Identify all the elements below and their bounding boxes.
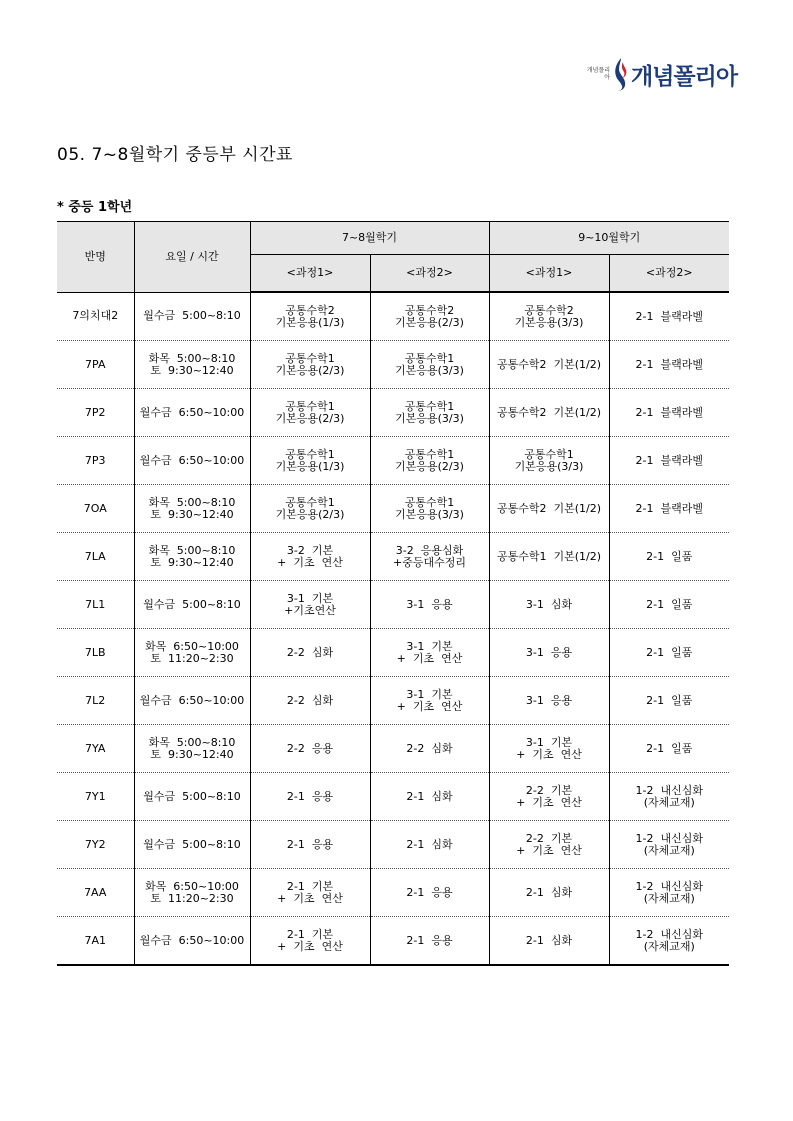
cell-line: 2-1 기본 xyxy=(286,927,334,941)
cell-course-3 xyxy=(489,533,609,581)
cell-line: 기본응용(2/3) xyxy=(275,411,345,425)
cell-line: 공통수학1 xyxy=(404,351,455,365)
table-row xyxy=(57,821,729,869)
cell-course-2 xyxy=(370,917,489,966)
cell-class-name: 7AA xyxy=(57,869,134,917)
cell-course-4 xyxy=(609,437,729,485)
cell-course-1 xyxy=(250,917,370,966)
cell-line: 2-1 일품 xyxy=(646,741,693,755)
cell-line: + 기초 연산 xyxy=(396,699,463,713)
cell-line: 기본응용(3/3) xyxy=(514,459,584,473)
cell-line: 2-1 심화 xyxy=(525,933,573,947)
cell-course-4 xyxy=(609,341,729,389)
cell-line: 월수금 6:50~10:00 xyxy=(139,453,245,467)
cell-line: 3-1 심화 xyxy=(525,597,573,611)
table-row xyxy=(57,677,729,725)
cell-course-4 xyxy=(609,725,729,773)
cell-day-time xyxy=(134,773,250,821)
cell-line: (자체교재) xyxy=(643,939,695,953)
cell-line: 2-2 심화 xyxy=(286,693,334,707)
cell-line: 기본응용(2/3) xyxy=(275,507,345,521)
header-course-1: <과정1> xyxy=(250,255,370,293)
cell-day-time xyxy=(134,677,250,725)
cell-line: 2-1 기본 xyxy=(286,879,334,893)
cell-line: 토 9:30~12:40 xyxy=(150,555,234,569)
table-row xyxy=(57,581,729,629)
cell-course-1 xyxy=(250,821,370,869)
cell-line: 토 11:20~2:30 xyxy=(150,651,234,665)
cell-course-3 xyxy=(489,869,609,917)
cell-course-2 xyxy=(370,389,489,437)
cell-course-3 xyxy=(489,292,609,341)
cell-course-3 xyxy=(489,917,609,966)
cell-day-time xyxy=(134,292,250,341)
cell-line: 3-1 응용 xyxy=(525,645,573,659)
cell-line: 기본응용(2/3) xyxy=(395,459,464,473)
header-course-2: <과정2> xyxy=(370,255,489,293)
cell-line: + 기초 연산 xyxy=(277,555,343,569)
cell-class-name: 7Y2 xyxy=(57,821,134,869)
cell-line: 2-1 심화 xyxy=(525,885,573,899)
table-row xyxy=(57,533,729,581)
table-row xyxy=(57,629,729,677)
cell-line: 월수금 6:50~10:00 xyxy=(139,405,245,419)
flame-logo-icon xyxy=(612,56,628,92)
cell-line: 1-2 내신심화 xyxy=(635,783,703,797)
cell-line: 공통수학2 xyxy=(524,303,574,317)
cell-line: 화목 5:00~8:10 xyxy=(148,735,236,749)
cell-line: 공통수학1 xyxy=(524,447,574,461)
cell-class-name: 7OA xyxy=(57,485,134,533)
header-term-2: 9~10월학기 xyxy=(489,222,729,255)
cell-course-3 xyxy=(489,437,609,485)
section-title: * 중등 1학년 xyxy=(57,200,133,215)
cell-line: 2-1 일품 xyxy=(646,597,693,611)
cell-line: 월수금 6:50~10:00 xyxy=(139,933,245,947)
cell-course-1 xyxy=(250,725,370,773)
cell-course-4 xyxy=(609,773,729,821)
cell-line: 화목 5:00~8:10 xyxy=(148,351,236,365)
cell-course-1 xyxy=(250,485,370,533)
cell-day-time xyxy=(134,341,250,389)
header-course-3: <과정1> xyxy=(489,255,609,293)
cell-course-2 xyxy=(370,725,489,773)
cell-course-3 xyxy=(489,341,609,389)
table-row xyxy=(57,292,729,341)
cell-line: 2-2 기본 xyxy=(525,783,573,797)
cell-line: 공통수학1 xyxy=(404,447,455,461)
cell-line: 2-1 일품 xyxy=(646,693,693,707)
cell-line: 1-2 내신심화 xyxy=(635,927,703,941)
cell-course-3 xyxy=(489,677,609,725)
cell-line: +중등대수정리 xyxy=(393,555,466,569)
brand-logo xyxy=(586,52,746,96)
cell-course-4 xyxy=(609,581,729,629)
cell-line: 공통수학2 기본(1/2) xyxy=(496,501,602,515)
cell-line: 월수금 5:00~8:10 xyxy=(143,597,241,611)
cell-line: 공통수학2 xyxy=(285,303,335,317)
timetable-body xyxy=(57,292,729,965)
cell-class-name: 7A1 xyxy=(57,917,134,966)
cell-line: 공통수학1 xyxy=(285,399,335,413)
cell-line: 3-1 응용 xyxy=(406,597,453,611)
cell-course-2 xyxy=(370,821,489,869)
cell-course-4 xyxy=(609,389,729,437)
cell-course-4 xyxy=(609,821,729,869)
cell-line: +기초연산 xyxy=(284,603,336,617)
cell-line: 3-1 기본 xyxy=(406,639,453,653)
cell-line: 2-1 블랙라벨 xyxy=(635,405,703,419)
cell-line: 공통수학2 xyxy=(404,303,455,317)
cell-day-time xyxy=(134,821,250,869)
cell-class-name: 7Y1 xyxy=(57,773,134,821)
cell-line: 화목 5:00~8:10 xyxy=(148,495,236,509)
cell-line: 기본응용(1/3) xyxy=(275,459,345,473)
header-day-time: 요일 / 시간 xyxy=(134,222,250,293)
header-term-1: 7~8월학기 xyxy=(250,222,489,255)
cell-line: 3-2 기본 xyxy=(286,543,334,557)
cell-course-4 xyxy=(609,917,729,966)
cell-line: 2-2 심화 xyxy=(286,645,334,659)
page-title: 05. 7~8월학기 중등부 시간표 xyxy=(57,145,293,165)
cell-course-2 xyxy=(370,485,489,533)
cell-line: 공통수학1 xyxy=(404,399,455,413)
cell-line: 3-1 기본 xyxy=(286,591,334,605)
cell-course-1 xyxy=(250,773,370,821)
cell-line: 기본응용(3/3) xyxy=(514,315,584,329)
cell-course-3 xyxy=(489,629,609,677)
cell-line: 공통수학1 xyxy=(285,351,335,365)
cell-line: + 기초 연산 xyxy=(516,795,582,809)
cell-course-3 xyxy=(489,821,609,869)
cell-course-1 xyxy=(250,389,370,437)
cell-class-name: 7LB xyxy=(57,629,134,677)
cell-line: 1-2 내신심화 xyxy=(635,879,703,893)
logo-small-text: 개념플리아 xyxy=(586,67,610,81)
cell-class-name: 7LA xyxy=(57,533,134,581)
cell-day-time xyxy=(134,533,250,581)
cell-line: 화목 6:50~10:00 xyxy=(145,879,239,893)
cell-class-name: 7P3 xyxy=(57,437,134,485)
header-class-name: 반명 xyxy=(57,222,134,293)
cell-line: 2-1 심화 xyxy=(406,789,453,803)
cell-line: + 기초 연산 xyxy=(516,843,582,857)
cell-line: 2-1 블랙라벨 xyxy=(635,453,703,467)
table-row xyxy=(57,485,729,533)
header-course-4: <과정2> xyxy=(609,255,729,293)
cell-line: (자체교재) xyxy=(643,843,695,857)
cell-course-1 xyxy=(250,869,370,917)
table-row xyxy=(57,341,729,389)
cell-class-name: 7PA xyxy=(57,341,134,389)
cell-line: + 기초 연산 xyxy=(277,891,343,905)
cell-course-2 xyxy=(370,292,489,341)
cell-line: 3-1 기본 xyxy=(525,735,573,749)
cell-line: + 기초 연산 xyxy=(516,747,582,761)
cell-line: (자체교재) xyxy=(643,795,695,809)
cell-line: 2-1 블랙라벨 xyxy=(635,357,703,371)
cell-day-time xyxy=(134,485,250,533)
cell-line: 공통수학2 기본(1/2) xyxy=(496,357,602,371)
cell-line: 2-2 기본 xyxy=(525,831,573,845)
cell-course-3 xyxy=(489,725,609,773)
cell-line: 3-2 응용심화 xyxy=(395,543,464,557)
table-row xyxy=(57,917,729,966)
cell-day-time xyxy=(134,917,250,966)
cell-course-3 xyxy=(489,485,609,533)
cell-course-1 xyxy=(250,533,370,581)
cell-course-4 xyxy=(609,292,729,341)
cell-line: 토 9:30~12:40 xyxy=(150,507,234,521)
cell-line: + 기초 연산 xyxy=(277,939,343,953)
cell-line: 3-1 기본 xyxy=(406,687,453,701)
cell-course-4 xyxy=(609,869,729,917)
cell-course-2 xyxy=(370,533,489,581)
cell-line: 2-2 응용 xyxy=(286,741,334,755)
cell-line: 2-1 응용 xyxy=(286,789,334,803)
cell-line: 1-2 내신심화 xyxy=(635,831,703,845)
cell-line: 토 9:30~12:40 xyxy=(150,363,234,377)
cell-line: 2-1 심화 xyxy=(406,837,453,851)
cell-line: 기본응용(3/3) xyxy=(395,363,464,377)
cell-line: + 기초 연산 xyxy=(396,651,463,665)
cell-line: 토 9:30~12:40 xyxy=(150,747,234,761)
cell-course-1 xyxy=(250,341,370,389)
cell-course-4 xyxy=(609,677,729,725)
table-row xyxy=(57,725,729,773)
cell-course-1 xyxy=(250,581,370,629)
cell-line: 2-1 일품 xyxy=(646,549,693,563)
cell-line: 기본응용(3/3) xyxy=(395,507,464,521)
cell-line: 화목 5:00~8:10 xyxy=(148,543,236,557)
cell-course-3 xyxy=(489,773,609,821)
cell-day-time xyxy=(134,581,250,629)
cell-line: 기본응용(1/3) xyxy=(275,315,345,329)
cell-course-2 xyxy=(370,773,489,821)
cell-class-name: 7의치대2 xyxy=(57,292,134,341)
cell-line: 2-1 블랙라벨 xyxy=(635,309,703,323)
cell-course-2 xyxy=(370,677,489,725)
cell-course-2 xyxy=(370,869,489,917)
cell-line: 공통수학2 기본(1/2) xyxy=(496,405,602,419)
cell-line: 2-1 블랙라벨 xyxy=(635,501,703,515)
cell-day-time xyxy=(134,437,250,485)
cell-course-1 xyxy=(250,677,370,725)
logo-text: 개념폴리아 xyxy=(631,63,738,90)
cell-course-2 xyxy=(370,437,489,485)
cell-line: 월수금 5:00~8:10 xyxy=(143,789,241,803)
cell-day-time xyxy=(134,389,250,437)
table-row xyxy=(57,869,729,917)
cell-course-1 xyxy=(250,437,370,485)
cell-line: 2-1 일품 xyxy=(646,645,693,659)
cell-line: 기본응용(2/3) xyxy=(275,363,345,377)
cell-line: 월수금 5:00~8:10 xyxy=(143,309,241,323)
cell-course-2 xyxy=(370,341,489,389)
cell-class-name: 7L1 xyxy=(57,581,134,629)
cell-course-1 xyxy=(250,629,370,677)
cell-line: 2-2 심화 xyxy=(406,741,453,755)
cell-line: 2-1 응용 xyxy=(286,837,334,851)
cell-line: 3-1 응용 xyxy=(525,693,573,707)
cell-line: 2-1 응용 xyxy=(406,933,453,947)
table-row xyxy=(57,773,729,821)
cell-course-4 xyxy=(609,533,729,581)
cell-line: 공통수학1 xyxy=(285,447,335,461)
cell-line: 토 11:20~2:30 xyxy=(150,891,234,905)
cell-line: 월수금 5:00~8:10 xyxy=(143,837,241,851)
cell-line: 2-1 응용 xyxy=(406,885,453,899)
cell-class-name: 7L2 xyxy=(57,677,134,725)
cell-course-4 xyxy=(609,485,729,533)
cell-course-2 xyxy=(370,581,489,629)
table-row xyxy=(57,437,729,485)
cell-line: 월수금 6:50~10:00 xyxy=(139,693,245,707)
cell-day-time xyxy=(134,629,250,677)
cell-line: 공통수학1 xyxy=(404,495,455,509)
cell-line: 화목 6:50~10:00 xyxy=(145,639,239,653)
cell-line: 기본응용(3/3) xyxy=(395,411,464,425)
cell-line: 공통수학1 xyxy=(285,495,335,509)
cell-class-name: 7P2 xyxy=(57,389,134,437)
cell-line: (자체교재) xyxy=(643,891,695,905)
cell-course-3 xyxy=(489,389,609,437)
cell-course-3 xyxy=(489,581,609,629)
table-row xyxy=(57,389,729,437)
timetable xyxy=(57,221,729,966)
cell-course-4 xyxy=(609,629,729,677)
cell-course-1 xyxy=(250,292,370,341)
cell-day-time xyxy=(134,869,250,917)
cell-line: 공통수학1 기본(1/2) xyxy=(496,549,602,563)
cell-day-time xyxy=(134,725,250,773)
cell-course-2 xyxy=(370,629,489,677)
cell-line: 기본응용(2/3) xyxy=(395,315,464,329)
cell-class-name: 7YA xyxy=(57,725,134,773)
